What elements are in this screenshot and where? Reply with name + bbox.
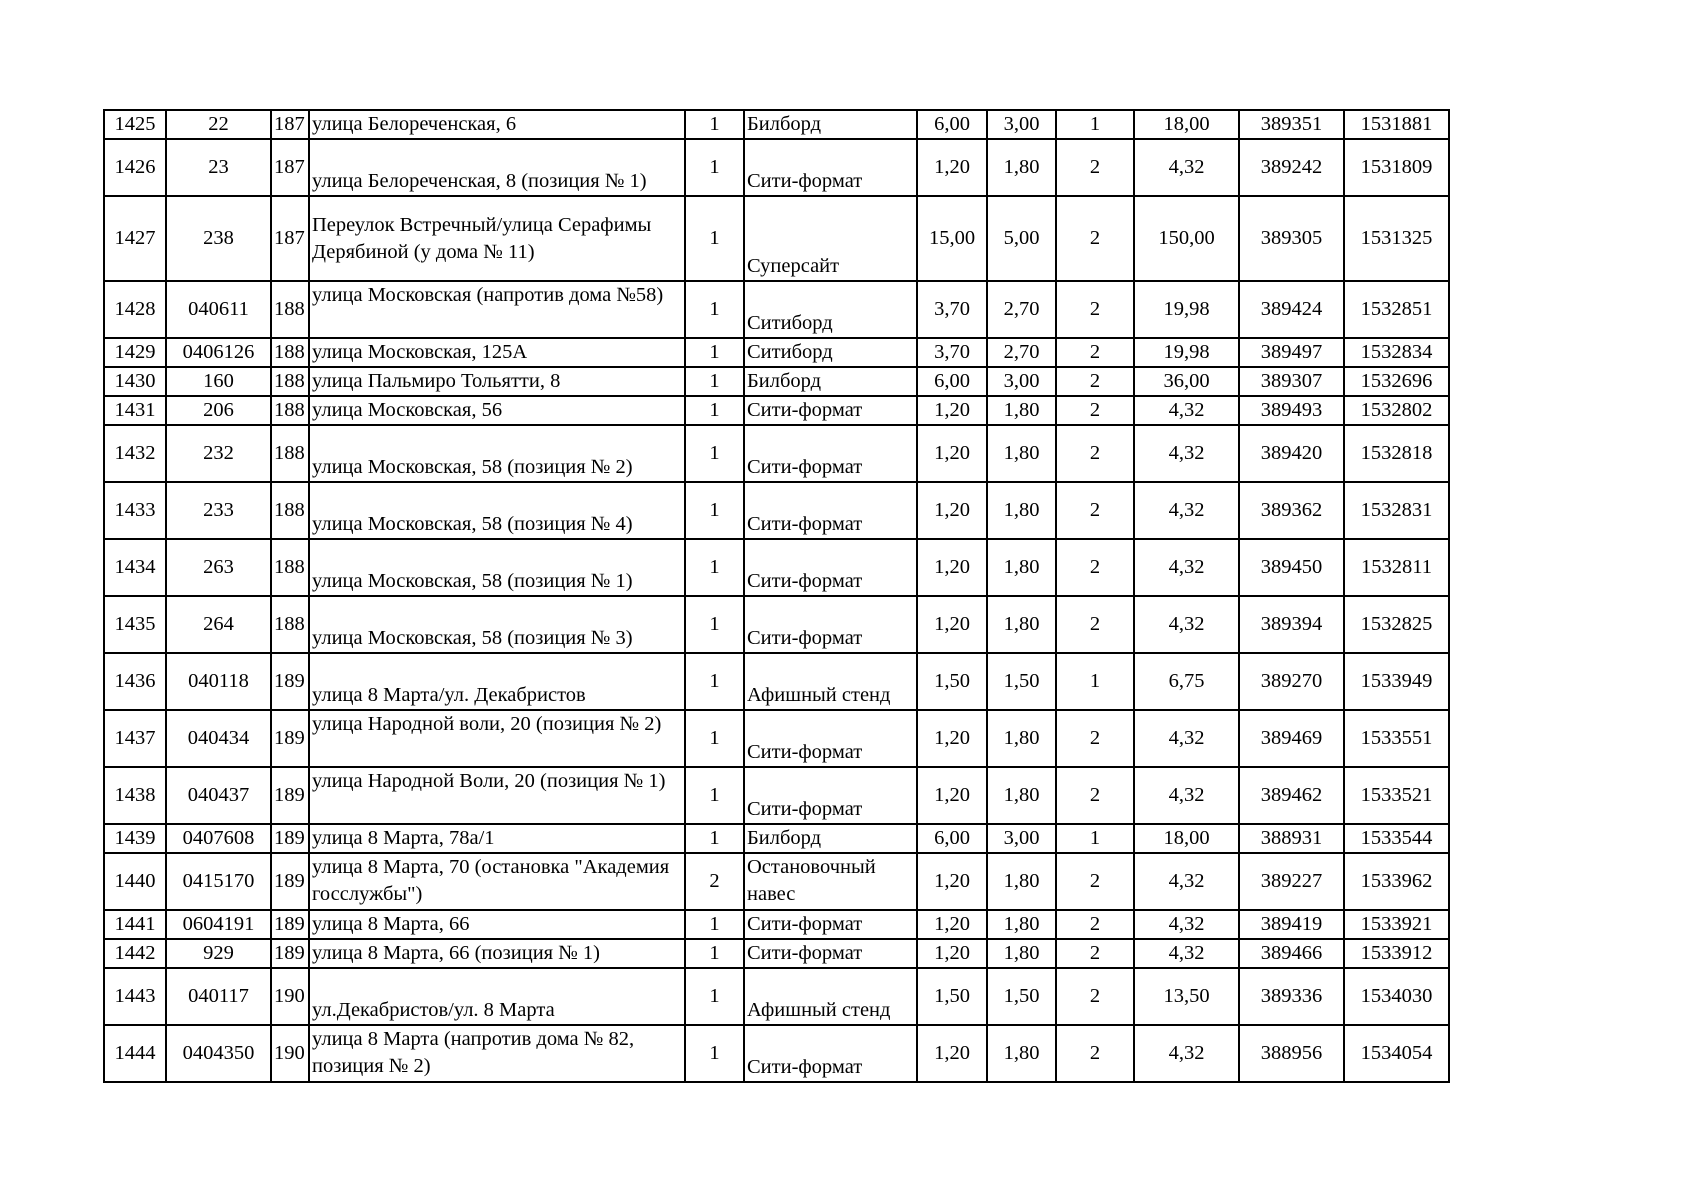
cell-zone: 189 <box>271 824 309 853</box>
cell-x-coordinate: 388931 <box>1239 824 1344 853</box>
cell-quantity: 1 <box>685 396 744 425</box>
cell-x-coordinate: 389394 <box>1239 596 1344 653</box>
cell-width: 6,00 <box>917 367 987 396</box>
cell-sides: 2 <box>1056 939 1134 968</box>
cell-width: 1,20 <box>917 482 987 539</box>
cell-area: 4,32 <box>1134 396 1239 425</box>
cell-sides: 2 <box>1056 139 1134 196</box>
table-row <box>104 653 1449 710</box>
cell-y-coordinate: 1533962 <box>1344 853 1449 910</box>
cell-type: Билборд <box>744 110 917 139</box>
table-row <box>104 968 1449 1025</box>
cell-code: 0415170 <box>166 853 271 910</box>
cell-width: 1,50 <box>917 968 987 1025</box>
cell-width: 1,20 <box>917 910 987 939</box>
table-row <box>104 425 1449 482</box>
cell-width: 1,50 <box>917 653 987 710</box>
cell-zone: 188 <box>271 596 309 653</box>
cell-quantity: 1 <box>685 281 744 338</box>
cell-address: улица Московская, 125А <box>309 338 685 367</box>
cell-x-coordinate: 389362 <box>1239 482 1344 539</box>
cell-x-coordinate: 389493 <box>1239 396 1344 425</box>
cell-height: 3,00 <box>987 824 1056 853</box>
cell-type: Остановочный навес <box>744 853 917 910</box>
cell-height: 1,80 <box>987 910 1056 939</box>
table-row <box>104 139 1449 196</box>
cell-height: 2,70 <box>987 338 1056 367</box>
cell-area: 4,32 <box>1134 767 1239 824</box>
cell-code: 040117 <box>166 968 271 1025</box>
cell-address: улица Народной воли, 20 (позиция № 2) <box>309 710 685 767</box>
cell-y-coordinate: 1532802 <box>1344 396 1449 425</box>
cell-y-coordinate: 1531881 <box>1344 110 1449 139</box>
cell-address: улица 8 Марта (напротив дома № 82, позиция № 2) <box>309 1025 685 1082</box>
cell-x-coordinate: 389307 <box>1239 367 1344 396</box>
cell-address: ул.Декабристов/ул. 8 Марта <box>309 968 685 1025</box>
cell-width: 15,00 <box>917 196 987 281</box>
cell-y-coordinate: 1532851 <box>1344 281 1449 338</box>
cell-sides: 2 <box>1056 1025 1134 1082</box>
cell-sides: 2 <box>1056 196 1134 281</box>
cell-type: Сити-формат <box>744 710 917 767</box>
cell-code: 0407608 <box>166 824 271 853</box>
cell-code: 264 <box>166 596 271 653</box>
cell-address: Переулок Встречный/улица Серафимы Дерябиной (у дома № 11) <box>309 196 685 281</box>
cell-x-coordinate: 389466 <box>1239 939 1344 968</box>
cell-sides: 2 <box>1056 367 1134 396</box>
table-row <box>104 396 1449 425</box>
cell-y-coordinate: 1534054 <box>1344 1025 1449 1082</box>
cell-sides: 2 <box>1056 482 1134 539</box>
cell-address: улица Московская, 58 (позиция № 2) <box>309 425 685 482</box>
cell-height: 1,80 <box>987 425 1056 482</box>
table-row <box>104 281 1449 338</box>
cell-x-coordinate: 389420 <box>1239 425 1344 482</box>
cell-height: 1,80 <box>987 939 1056 968</box>
cell-width: 3,70 <box>917 338 987 367</box>
cell-x-coordinate: 389227 <box>1239 853 1344 910</box>
cell-area: 4,32 <box>1134 539 1239 596</box>
cell-sides: 2 <box>1056 396 1134 425</box>
cell-zone: 188 <box>271 367 309 396</box>
cell-code: 040434 <box>166 710 271 767</box>
cell-quantity: 1 <box>685 367 744 396</box>
cell-height: 3,00 <box>987 367 1056 396</box>
cell-width: 1,20 <box>917 853 987 910</box>
cell-zone: 189 <box>271 710 309 767</box>
cell-type: Ситиборд <box>744 338 917 367</box>
cell-code: 232 <box>166 425 271 482</box>
cell-x-coordinate: 389270 <box>1239 653 1344 710</box>
cell-y-coordinate: 1533912 <box>1344 939 1449 968</box>
cell-number: 1442 <box>104 939 166 968</box>
cell-area: 4,32 <box>1134 596 1239 653</box>
cell-height: 1,80 <box>987 396 1056 425</box>
cell-x-coordinate: 389469 <box>1239 710 1344 767</box>
cell-width: 6,00 <box>917 110 987 139</box>
cell-address: улица Московская, 58 (позиция № 3) <box>309 596 685 653</box>
cell-quantity: 2 <box>685 853 744 910</box>
cell-area: 4,32 <box>1134 1025 1239 1082</box>
cell-number: 1431 <box>104 396 166 425</box>
cell-zone: 189 <box>271 653 309 710</box>
cell-address: улица Московская, 58 (позиция № 4) <box>309 482 685 539</box>
cell-zone: 189 <box>271 910 309 939</box>
cell-quantity: 1 <box>685 425 744 482</box>
cell-height: 1,50 <box>987 968 1056 1025</box>
cell-address: улица Белореченская, 8 (позиция № 1) <box>309 139 685 196</box>
table-row <box>104 1025 1449 1082</box>
table-row <box>104 110 1449 139</box>
cell-quantity: 1 <box>685 767 744 824</box>
cell-sides: 2 <box>1056 425 1134 482</box>
cell-height: 1,80 <box>987 539 1056 596</box>
cell-zone: 189 <box>271 853 309 910</box>
cell-quantity: 1 <box>685 338 744 367</box>
cell-x-coordinate: 389424 <box>1239 281 1344 338</box>
cell-y-coordinate: 1534030 <box>1344 968 1449 1025</box>
cell-code: 040437 <box>166 767 271 824</box>
cell-area: 150,00 <box>1134 196 1239 281</box>
cell-y-coordinate: 1532811 <box>1344 539 1449 596</box>
cell-code: 23 <box>166 139 271 196</box>
cell-height: 5,00 <box>987 196 1056 281</box>
cell-sides: 2 <box>1056 710 1134 767</box>
cell-y-coordinate: 1533521 <box>1344 767 1449 824</box>
cell-address: улица Белореченская, 6 <box>309 110 685 139</box>
cell-zone: 188 <box>271 338 309 367</box>
cell-zone: 190 <box>271 968 309 1025</box>
cell-area: 18,00 <box>1134 824 1239 853</box>
cell-width: 1,20 <box>917 710 987 767</box>
cell-address: улица 8 Марта, 66 (позиция № 1) <box>309 939 685 968</box>
cell-zone: 187 <box>271 110 309 139</box>
cell-number: 1436 <box>104 653 166 710</box>
cell-number: 1430 <box>104 367 166 396</box>
cell-y-coordinate: 1533551 <box>1344 710 1449 767</box>
cell-number: 1428 <box>104 281 166 338</box>
cell-sides: 2 <box>1056 968 1134 1025</box>
cell-y-coordinate: 1532831 <box>1344 482 1449 539</box>
cell-y-coordinate: 1531325 <box>1344 196 1449 281</box>
cell-type: Сити-формат <box>744 596 917 653</box>
cell-quantity: 1 <box>685 596 744 653</box>
cell-code: 040118 <box>166 653 271 710</box>
cell-number: 1435 <box>104 596 166 653</box>
cell-x-coordinate: 389462 <box>1239 767 1344 824</box>
cell-quantity: 1 <box>685 710 744 767</box>
table-row <box>104 596 1449 653</box>
cell-number: 1440 <box>104 853 166 910</box>
cell-quantity: 1 <box>685 539 744 596</box>
advertising-structures-table <box>103 109 1450 1083</box>
cell-number: 1444 <box>104 1025 166 1082</box>
cell-type: Сити-формат <box>744 482 917 539</box>
table-row <box>104 910 1449 939</box>
cell-zone: 187 <box>271 196 309 281</box>
table-row <box>104 767 1449 824</box>
cell-address: улица 8 Марта, 66 <box>309 910 685 939</box>
cell-sides: 2 <box>1056 281 1134 338</box>
cell-zone: 188 <box>271 539 309 596</box>
cell-height: 1,80 <box>987 853 1056 910</box>
cell-height: 1,50 <box>987 653 1056 710</box>
cell-zone: 189 <box>271 939 309 968</box>
cell-y-coordinate: 1532818 <box>1344 425 1449 482</box>
cell-width: 1,20 <box>917 767 987 824</box>
cell-code: 929 <box>166 939 271 968</box>
cell-type: Сити-формат <box>744 139 917 196</box>
cell-x-coordinate: 389351 <box>1239 110 1344 139</box>
cell-y-coordinate: 1532696 <box>1344 367 1449 396</box>
cell-type: Сити-формат <box>744 396 917 425</box>
cell-number: 1427 <box>104 196 166 281</box>
cell-area: 4,32 <box>1134 482 1239 539</box>
cell-x-coordinate: 389450 <box>1239 539 1344 596</box>
cell-type: Сити-формат <box>744 910 917 939</box>
table-row <box>104 710 1449 767</box>
cell-height: 2,70 <box>987 281 1056 338</box>
cell-area: 4,32 <box>1134 139 1239 196</box>
cell-sides: 2 <box>1056 338 1134 367</box>
cell-number: 1425 <box>104 110 166 139</box>
cell-address: улица Московская (напротив дома №58) <box>309 281 685 338</box>
cell-number: 1437 <box>104 710 166 767</box>
cell-width: 1,20 <box>917 596 987 653</box>
cell-width: 6,00 <box>917 824 987 853</box>
cell-quantity: 1 <box>685 824 744 853</box>
cell-area: 36,00 <box>1134 367 1239 396</box>
cell-area: 13,50 <box>1134 968 1239 1025</box>
cell-type: Афишный стенд <box>744 653 917 710</box>
cell-y-coordinate: 1533544 <box>1344 824 1449 853</box>
table-row <box>104 367 1449 396</box>
table-row <box>104 824 1449 853</box>
cell-sides: 2 <box>1056 853 1134 910</box>
table-row <box>104 482 1449 539</box>
cell-type: Сити-формат <box>744 539 917 596</box>
cell-code: 263 <box>166 539 271 596</box>
cell-zone: 189 <box>271 767 309 824</box>
cell-zone: 188 <box>271 482 309 539</box>
cell-quantity: 1 <box>685 910 744 939</box>
cell-sides: 2 <box>1056 539 1134 596</box>
cell-address: улица 8 Марта/ул. Декабристов <box>309 653 685 710</box>
cell-sides: 2 <box>1056 767 1134 824</box>
cell-type: Афишный стенд <box>744 968 917 1025</box>
cell-height: 3,00 <box>987 110 1056 139</box>
cell-height: 1,80 <box>987 767 1056 824</box>
cell-height: 1,80 <box>987 596 1056 653</box>
cell-code: 233 <box>166 482 271 539</box>
cell-code: 0404350 <box>166 1025 271 1082</box>
cell-code: 040611 <box>166 281 271 338</box>
cell-code: 0406126 <box>166 338 271 367</box>
cell-sides: 1 <box>1056 110 1134 139</box>
cell-y-coordinate: 1531809 <box>1344 139 1449 196</box>
cell-width: 3,70 <box>917 281 987 338</box>
cell-quantity: 1 <box>685 139 744 196</box>
cell-area: 18,00 <box>1134 110 1239 139</box>
cell-number: 1439 <box>104 824 166 853</box>
cell-type: Суперсайт <box>744 196 917 281</box>
cell-quantity: 1 <box>685 196 744 281</box>
cell-code: 0604191 <box>166 910 271 939</box>
cell-code: 22 <box>166 110 271 139</box>
table-row <box>104 539 1449 596</box>
cell-type: Сити-формат <box>744 425 917 482</box>
cell-width: 1,20 <box>917 396 987 425</box>
cell-width: 1,20 <box>917 139 987 196</box>
table-body <box>104 110 1449 1082</box>
cell-type: Ситиборд <box>744 281 917 338</box>
cell-zone: 187 <box>271 139 309 196</box>
cell-sides: 1 <box>1056 653 1134 710</box>
cell-number: 1432 <box>104 425 166 482</box>
cell-x-coordinate: 389242 <box>1239 139 1344 196</box>
cell-number: 1434 <box>104 539 166 596</box>
cell-number: 1426 <box>104 139 166 196</box>
cell-number: 1443 <box>104 968 166 1025</box>
cell-area: 19,98 <box>1134 338 1239 367</box>
cell-area: 6,75 <box>1134 653 1239 710</box>
cell-number: 1433 <box>104 482 166 539</box>
table-row <box>104 939 1449 968</box>
cell-sides: 2 <box>1056 910 1134 939</box>
cell-quantity: 1 <box>685 939 744 968</box>
cell-code: 238 <box>166 196 271 281</box>
cell-number: 1441 <box>104 910 166 939</box>
cell-zone: 190 <box>271 1025 309 1082</box>
table-row <box>104 196 1449 281</box>
cell-number: 1429 <box>104 338 166 367</box>
cell-height: 1,80 <box>987 1025 1056 1082</box>
cell-x-coordinate: 388956 <box>1239 1025 1344 1082</box>
cell-width: 1,20 <box>917 425 987 482</box>
cell-zone: 188 <box>271 281 309 338</box>
cell-type: Сити-формат <box>744 1025 917 1082</box>
cell-address: улица 8 Марта, 70 (остановка "Академия госслужбы") <box>309 853 685 910</box>
cell-x-coordinate: 389419 <box>1239 910 1344 939</box>
cell-type: Билборд <box>744 367 917 396</box>
cell-sides: 2 <box>1056 596 1134 653</box>
cell-area: 4,32 <box>1134 425 1239 482</box>
cell-type: Сити-формат <box>744 767 917 824</box>
cell-type: Сити-формат <box>744 939 917 968</box>
cell-code: 160 <box>166 367 271 396</box>
cell-x-coordinate: 389336 <box>1239 968 1344 1025</box>
cell-height: 1,80 <box>987 710 1056 767</box>
cell-zone: 188 <box>271 396 309 425</box>
cell-area: 4,32 <box>1134 853 1239 910</box>
cell-quantity: 1 <box>685 968 744 1025</box>
cell-quantity: 1 <box>685 653 744 710</box>
cell-address: улица Московская, 58 (позиция № 1) <box>309 539 685 596</box>
cell-number: 1438 <box>104 767 166 824</box>
cell-address: улица Московская, 56 <box>309 396 685 425</box>
cell-area: 4,32 <box>1134 710 1239 767</box>
cell-zone: 188 <box>271 425 309 482</box>
cell-x-coordinate: 389305 <box>1239 196 1344 281</box>
table-row <box>104 853 1449 910</box>
cell-y-coordinate: 1532825 <box>1344 596 1449 653</box>
cell-code: 206 <box>166 396 271 425</box>
cell-address: улица Пальмиро Тольятти, 8 <box>309 367 685 396</box>
cell-address: улица Народной Воли, 20 (позиция № 1) <box>309 767 685 824</box>
cell-y-coordinate: 1533921 <box>1344 910 1449 939</box>
cell-address: улица 8 Марта, 78а/1 <box>309 824 685 853</box>
cell-x-coordinate: 389497 <box>1239 338 1344 367</box>
cell-height: 1,80 <box>987 139 1056 196</box>
cell-quantity: 1 <box>685 1025 744 1082</box>
cell-y-coordinate: 1532834 <box>1344 338 1449 367</box>
cell-quantity: 1 <box>685 110 744 139</box>
cell-width: 1,20 <box>917 1025 987 1082</box>
cell-quantity: 1 <box>685 482 744 539</box>
cell-sides: 1 <box>1056 824 1134 853</box>
cell-area: 4,32 <box>1134 910 1239 939</box>
cell-width: 1,20 <box>917 539 987 596</box>
cell-width: 1,20 <box>917 939 987 968</box>
cell-type: Билборд <box>744 824 917 853</box>
cell-y-coordinate: 1533949 <box>1344 653 1449 710</box>
cell-area: 19,98 <box>1134 281 1239 338</box>
table-row <box>104 338 1449 367</box>
cell-height: 1,80 <box>987 482 1056 539</box>
cell-area: 4,32 <box>1134 939 1239 968</box>
